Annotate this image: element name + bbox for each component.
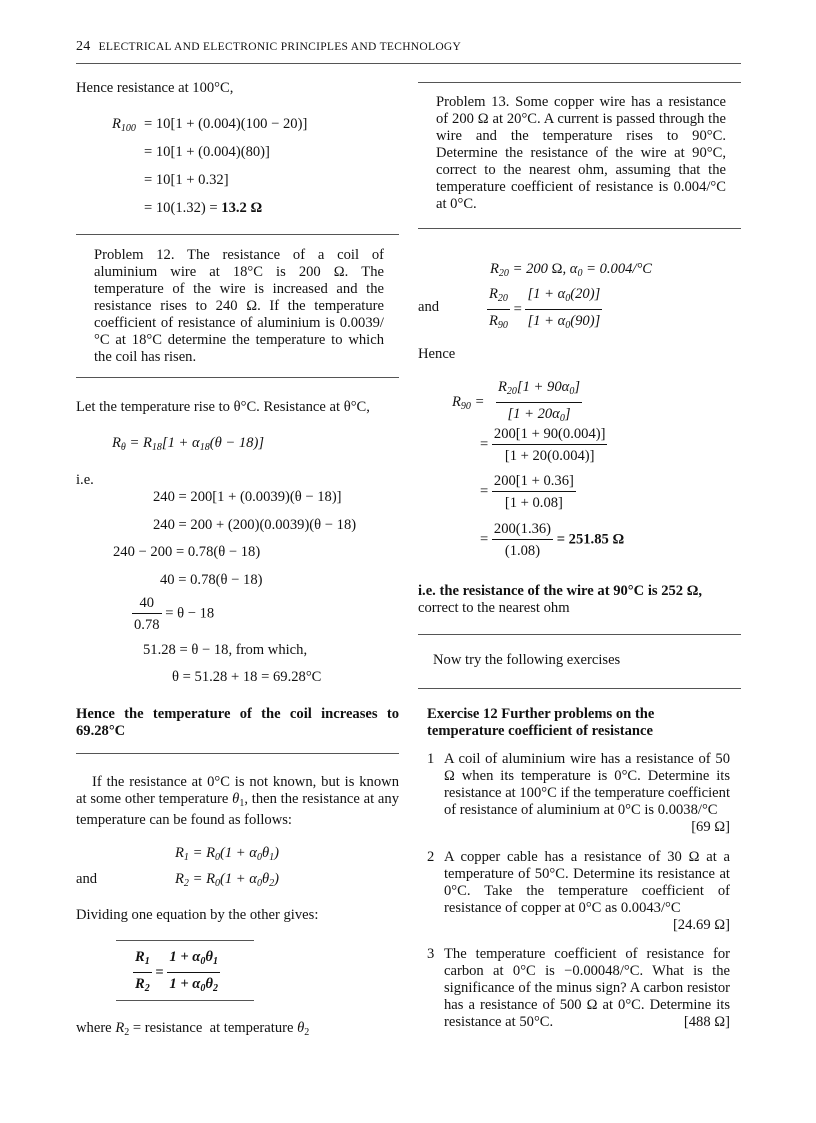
fraction-step: $\frac{40}{0.78}$ = θ − 18 (134, 595, 215, 633)
exercise-title: Exercise 12 Further problems on the temperature coefficient of resistance (427, 706, 655, 739)
conclusion-text: Hence the temperature of the coil increases to 69.28°C (76, 706, 399, 739)
step-1: 240 = 200[1 + (0.0039)(θ − 18)] (153, 489, 342, 505)
hence-label: Hence (418, 346, 456, 362)
running-header (76, 39, 461, 55)
exercise-item-3 (427, 946, 730, 1034)
r100-line-3: = 10[1 + 0.32] (144, 172, 229, 188)
r1-equation: $R_1 = R_0(1 + \alpha_0\theta_1)$ (175, 845, 279, 863)
now-try-text: Now try the following exercises (433, 652, 621, 668)
ratio-equation: $\frac{R_{20}}{R_{90}}$ = $\frac{[1 + \alpha_0(20)]}{[1 + \alpha_0(90)]}$ (489, 286, 601, 331)
r100-line-1: = 10[1 + (0.004)(100 − 20)] (144, 116, 308, 132)
step-theta: θ = 51.28 + 18 = 69.28°C (172, 669, 322, 685)
book-title: ELECTRICAL AND ELECTRONIC PRINCIPLES AND TECHNOLOGY (98, 41, 462, 53)
conclusion-rule (76, 753, 399, 754)
exercise-number: 2 (427, 849, 435, 865)
r90-result: = 251.85 Ω (556, 531, 625, 548)
exercise-text: A coil of aluminium wire has a resistance of 50 Ω when its temperature is 0°C. Determine its resistance at 100°C if the temperature coefficient of resistance of aluminium at 0°C is 0.0038/°C (444, 751, 730, 818)
exercise-item-1 (427, 751, 730, 839)
general-text: If the resistance at 0°C is not known, but is known at some other temperature $\theta_1$, then the resistance at any temperature can be found as follows: (76, 774, 399, 828)
r90-lhs: $R_{90}$ = (452, 394, 485, 412)
exercise-answer: [69 Ω] (691, 819, 730, 835)
problem13-text: Problem 13. Some copper wire has a resistance of 200 Ω at 20°C. A current is passed through the wire and the temperature rises to 90°C. Determine the resistance of the wire at 90°C, correct to the nearest ohm, assuming that the temperature coefficient of resistance is 0.004/°C at 0°C. (436, 94, 726, 212)
r2-equation: $R_2 = R_0(1 + \alpha_0\theta_2)$ (175, 871, 279, 889)
problem13-top-rule (418, 82, 741, 83)
and-label-right: and (418, 299, 440, 315)
result-statement: i.e. the resistance of the wire at 90°C is 252 Ω, correct to the nearest ohm (418, 583, 703, 616)
r90-eq-4: = $\frac{200(1.36)}{(1.08)}$ = 251.85 Ω (480, 521, 625, 559)
page-number: 24 (76, 39, 91, 54)
exercise-number: 3 (427, 946, 435, 962)
r100-lhs: $R_{100}$ (112, 116, 136, 134)
r90-eq-2: = $\frac{200[1 + 90(0.004)]}{[1 + 20(0.004)]}$ (480, 426, 606, 464)
where-text: where $R_2$ = resistance at temperature $\theta_2$ (76, 1020, 310, 1038)
now-try-top-rule (418, 634, 741, 635)
r100-line-4: = 10(1.32) = 13.2 Ω (144, 200, 263, 216)
step-4: 40 = 0.78(θ − 18) (160, 572, 263, 588)
r100-line-2: = 10[1 + (0.004)(80)] (144, 144, 270, 160)
exercise-text: The temperature coefficient of resistance for carbon at 0°C is −0.00048/°C. What is the significance of the minus sign? A carbon resistor has a resistance of 500 Ω at 0°C. Determine its resistance at 50°C. (444, 946, 730, 1030)
r20-equation: $R_{20} = 200$ Ω, $\alpha_0 = 0.004/^\circ C$ (490, 261, 653, 279)
boxed-ratio-equation: $\frac{R_1}{R_2}$ = $\frac{1 + \alpha_0\theta_1}{1 + \alpha_0\theta_2}$ (135, 949, 218, 994)
exercise-text: A copper cable has a resistance of 30 Ω at a temperature of 50°C. Determine its resistance at 0°C. Take the temperature coefficient of resistance of copper at 0°C as 0.0043/°C (444, 849, 730, 916)
exercise-number: 1 (427, 751, 435, 767)
rtheta-equation: $R_\theta = R_{18}[1 + \alpha_{18}(\theta - 18)]$ (112, 435, 265, 453)
r90-eq-3: = $\frac{200[1 + 0.36]}{[1 + 0.08]}$ (480, 473, 574, 511)
now-try-bottom-rule (418, 688, 741, 689)
header-rule (76, 63, 741, 64)
dividing-text: Dividing one equation by the other gives: (76, 907, 319, 923)
boxed-top-rule (116, 940, 254, 941)
ie-label: i.e. (76, 472, 94, 488)
let-rise-text: Let the temperature rise to θ°C. Resistance at θ°C, (76, 399, 370, 415)
boxed-bottom-rule (116, 1000, 254, 1001)
problem12-bottom-rule (76, 377, 399, 378)
r90-fraction-1: $\frac{R_{20}[1 + 90\alpha_0]}{[1 + 20\alpha_0]}$ (498, 379, 580, 424)
intro-text: Hence resistance at 100°C, (76, 80, 234, 96)
step-51: 51.28 = θ − 18, from which, (143, 642, 308, 658)
exercise-answer: [24.69 Ω] (672, 917, 730, 933)
problem12-text: Problem 12. The resistance of a coil of aluminium wire at 18°C is 200 Ω. The temperature of the wire is increased and the resistance rises to 240 Ω. If the temperature coefficient of resistance of aluminium is 0.0039/°C at 18°C determine the temperature to which the coil has risen. (94, 247, 384, 365)
exercise-answer: [488 Ω] (683, 1014, 730, 1030)
step-3: 240 − 200 = 0.78(θ − 18) (113, 544, 261, 560)
r100-result: 13.2 Ω (221, 200, 263, 216)
problem12-top-rule (76, 234, 399, 235)
exercise-item-2 (427, 849, 730, 937)
and-label-left: and (76, 871, 98, 887)
problem13-bottom-rule (418, 228, 741, 229)
step-2: 240 = 200 + (200)(0.0039)(θ − 18) (153, 517, 357, 533)
